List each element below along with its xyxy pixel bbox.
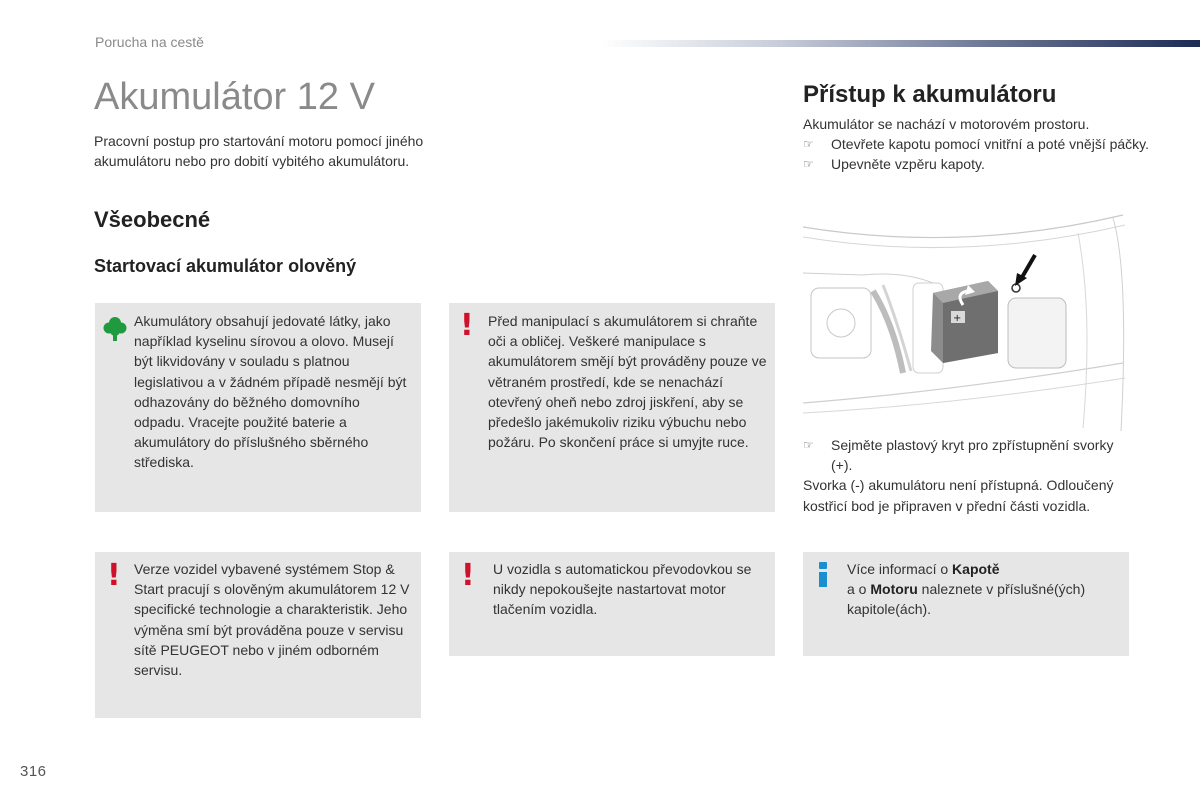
- info-icon: [819, 562, 827, 587]
- battery-access-instructions: [803, 114, 1163, 175]
- intro-text: Pracovní postup pro startování motoru pomocí jiného akumulátoru nebo pro dobití vybitého akumulátoru.: [94, 133, 424, 169]
- step-fix-strut: ☞ Upevněte vzpěru kapoty.: [803, 154, 1163, 174]
- handling-warning-text: Před manipulací s akumulátorem si chraňte oči a obličej. Veškeré manipulace s akumulátorem smějí být prováděny pouze ve větraném prostředí, kde se nenachází otevřený oheň nebo zdroj jiskření, aby se předešlo jakémukoliv riziku výbuchu nebo požáru. Po skončení práce si umyjte ruce.: [488, 313, 767, 451]
- step-open-bonnet: ☞ Otevřete kapotu pomocí vnitřní a poté vnější páčky.: [803, 134, 1163, 154]
- negative-terminal-note: Svorka (-) akumulátoru není přístupná. Odloučený kostřicí bod je připraven v přední části vozidla.: [803, 477, 1114, 514]
- environment-note-box: [95, 303, 421, 512]
- handling-warning-box: [449, 303, 775, 512]
- environment-note-text: Akumulátory obsahují jedovaté látky, jako například kyselinu sírovou a olovo. Musejí být likvidovány v souladu s platnou legislativou a v žádném případě nesmějí být odhazovány do běžného domovního odpadu. Vracejte použité baterie a akumulátory do příslušného sběrného střediska.: [134, 313, 407, 471]
- warning-exclamation-icon: !: [461, 558, 475, 593]
- automatic-gearbox-warning-text: U vozidla s automatickou převodovkou se nikdy nepokoušejte nastartovat motor tlačením vozidla.: [493, 561, 752, 618]
- battery-location-text: Akumulátor se nachází v motorovém prostoru.: [803, 116, 1090, 132]
- general-heading: Všeobecné: [94, 207, 211, 232]
- stop-start-warning-box: [95, 552, 421, 718]
- automatic-gearbox-warning-box: [449, 552, 775, 656]
- info-note-box: [803, 552, 1129, 656]
- warning-exclamation-icon: !: [460, 308, 474, 343]
- stop-start-warning-text: Verze vozidel vybavené systémem Stop & Start pracují s olověným akumulátorem 12 V specifické technologie a charakteristik. Jeho výměna smí být prováděna pouze v servisu sítě PEUGEOT nebo v jiném odborném servisu.: [134, 561, 410, 679]
- section-header: Poruch​a na cestě: [95, 34, 204, 50]
- info-note-text: Více informací o Kapotě a o Motoru naleznete v příslušné(ých) kapitole(ách).: [847, 561, 1086, 618]
- pointing-hand-icon: ☞: [803, 438, 814, 452]
- page-number: 316: [20, 763, 47, 780]
- warning-exclamation-icon: !: [107, 558, 121, 593]
- tree-icon: [103, 314, 127, 347]
- battery-plus-label: +: [953, 313, 962, 324]
- pointing-hand-icon: ☞: [803, 157, 814, 172]
- battery-access-heading: Přístup k akumulátoru: [803, 81, 1057, 108]
- engine-bay-illustration: [803, 213, 1130, 431]
- step-remove-cover: ☞ Sejměte plastový kryt pro zpřístupnění svorky (+).: [803, 437, 1114, 474]
- page-title: Akumulátor 12 V: [94, 76, 375, 118]
- terminal-instructions: [803, 435, 1133, 516]
- lead-battery-subheading: Startovací akumulátor olověný: [94, 256, 357, 276]
- pointing-hand-icon: ☞: [803, 137, 814, 152]
- header-gradient-bar: [600, 40, 1200, 47]
